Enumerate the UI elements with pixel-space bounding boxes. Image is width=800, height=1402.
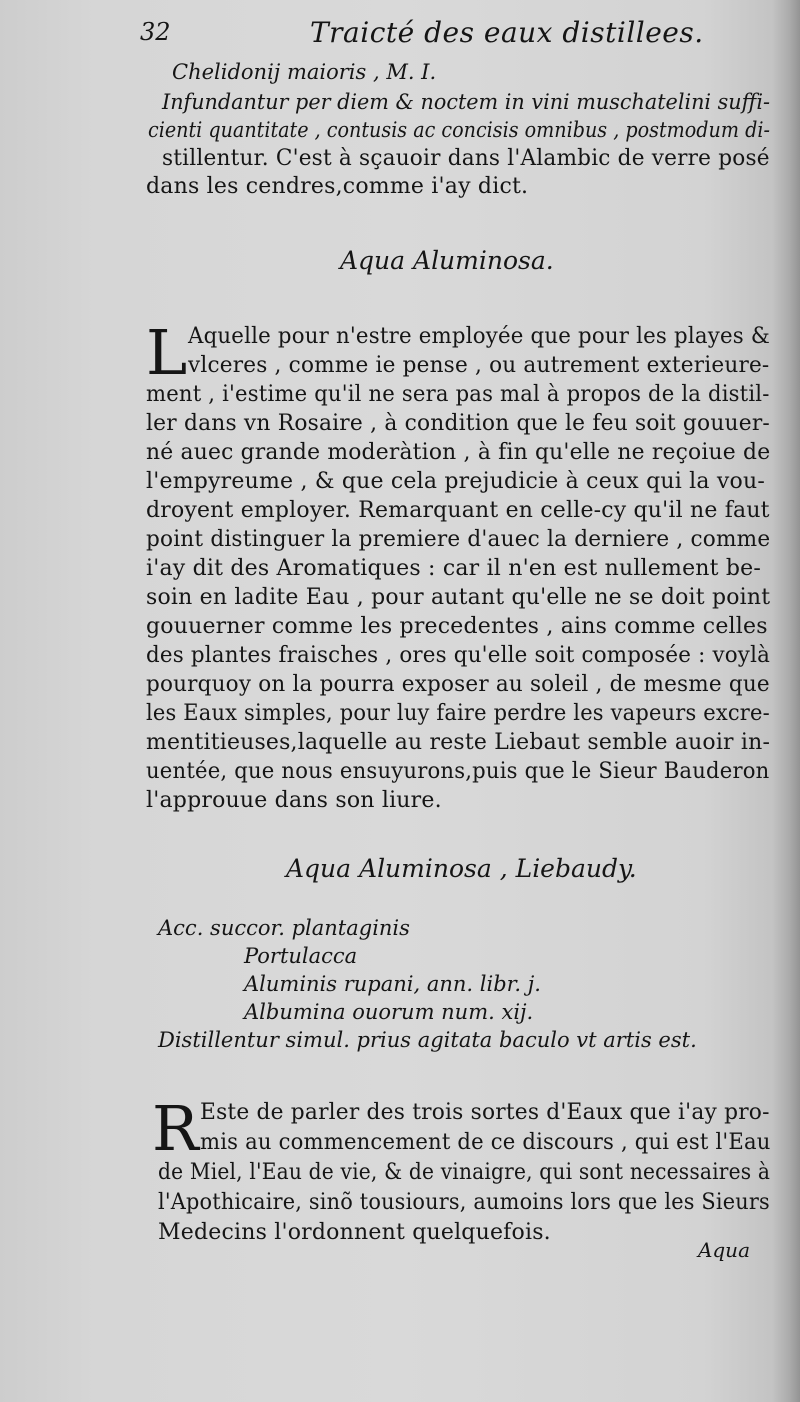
text-line: Aquelle pour n'estre employée que pour les playes & bbox=[188, 324, 770, 349]
text-line: droyent employer. Remarquant en celle-cy qu'il ne faut bbox=[146, 498, 770, 523]
recipe-line: Aluminis rupani, ann. libr. j. bbox=[244, 972, 541, 996]
text-line: les Eaux simples, pour luy faire perdre les vapeurs excre- bbox=[146, 701, 770, 726]
drop-cap: L bbox=[146, 316, 188, 389]
text-line: l'Apothicaire, sinõ tousiours, aumoins lors que les Sieurs bbox=[158, 1190, 770, 1215]
text-line: ment , i'estime qu'il ne sera pas mal à propos de la distil- bbox=[146, 382, 770, 407]
text-line: dans les cendres,comme i'ay dict. bbox=[146, 174, 529, 199]
text-line: point distinguer la premiere d'auec la derniere , comme bbox=[146, 527, 771, 552]
recipe-line: Infundantur per diem & noctem in vini muschatelini suffi- bbox=[162, 90, 770, 114]
text-line: l'approuue dans son liure. bbox=[146, 788, 442, 813]
recipe-line: Albumina ouorum num. xij. bbox=[244, 1000, 534, 1024]
recipe-line: Portulacca bbox=[244, 944, 358, 968]
text-line: uentée, que nous ensuyurons,puis que le Sieur Bauderon bbox=[146, 759, 770, 784]
running-head bbox=[140, 14, 780, 54]
text-line: soin en ladite Eau , pour autant qu'elle ne se doit point bbox=[146, 585, 771, 610]
text-line: vlceres , comme ie pense , ou autrement exterieure- bbox=[188, 353, 770, 378]
recipe-line: cienti quantitate , contusis ac concisis omnibus , postmodum di- bbox=[148, 118, 770, 142]
running-title: Traicté des eaux distillees. bbox=[310, 16, 704, 49]
catchword: Aqua bbox=[697, 1238, 750, 1262]
text-line: stillentur. C'est à sçauoir dans l'Alambic de verre posé bbox=[162, 146, 770, 171]
text-line: gouuerner comme les precedentes , ains comme celles bbox=[146, 614, 768, 639]
section-heading: Aqua Aluminosa , Liebaudy. bbox=[286, 854, 637, 883]
page-number: 32 bbox=[140, 18, 171, 46]
text-line: mentitieuses,laquelle au reste Liebaut semble auoir in- bbox=[146, 730, 771, 755]
recipe-line: Acc. succor. plantaginis bbox=[158, 916, 410, 940]
text-line: l'empyreume , & que cela prejudicie à ceux qui la vou- bbox=[146, 469, 765, 494]
text-line: Medecins l'ordonnent quelquefois. bbox=[158, 1220, 551, 1245]
text-line: des plantes fraisches , ores qu'elle soit composée : voylà bbox=[146, 643, 771, 668]
text-line: i'ay dit des Aromatiques : car il n'en est nullement be- bbox=[146, 556, 762, 581]
section-heading: Aqua Aluminosa. bbox=[340, 246, 554, 275]
text-line: de Miel, l'Eau de vie, & de vinaigre, qui sont necessaires à bbox=[158, 1160, 771, 1185]
text-line: né auec grande moderàtion , à fin qu'elle ne reçoiue de bbox=[146, 440, 771, 465]
text-line: pourquoy on la pourra exposer au soleil , de mesme que bbox=[146, 672, 770, 697]
drop-cap: R bbox=[152, 1092, 199, 1165]
text-line: mis au commencement de ce discours , qui est l'Eau bbox=[200, 1130, 771, 1155]
page-gutter-shadow bbox=[772, 0, 800, 1402]
recipe-line: Chelidonij maioris , M. I. bbox=[172, 60, 437, 84]
text-line: ler dans vn Rosaire , à condition que le feu soit gouuer- bbox=[146, 411, 770, 436]
text-line: Este de parler des trois sortes d'Eaux que i'ay pro- bbox=[200, 1100, 770, 1125]
recipe-line: Distillentur simul. prius agitata baculo vt artis est. bbox=[158, 1028, 697, 1052]
